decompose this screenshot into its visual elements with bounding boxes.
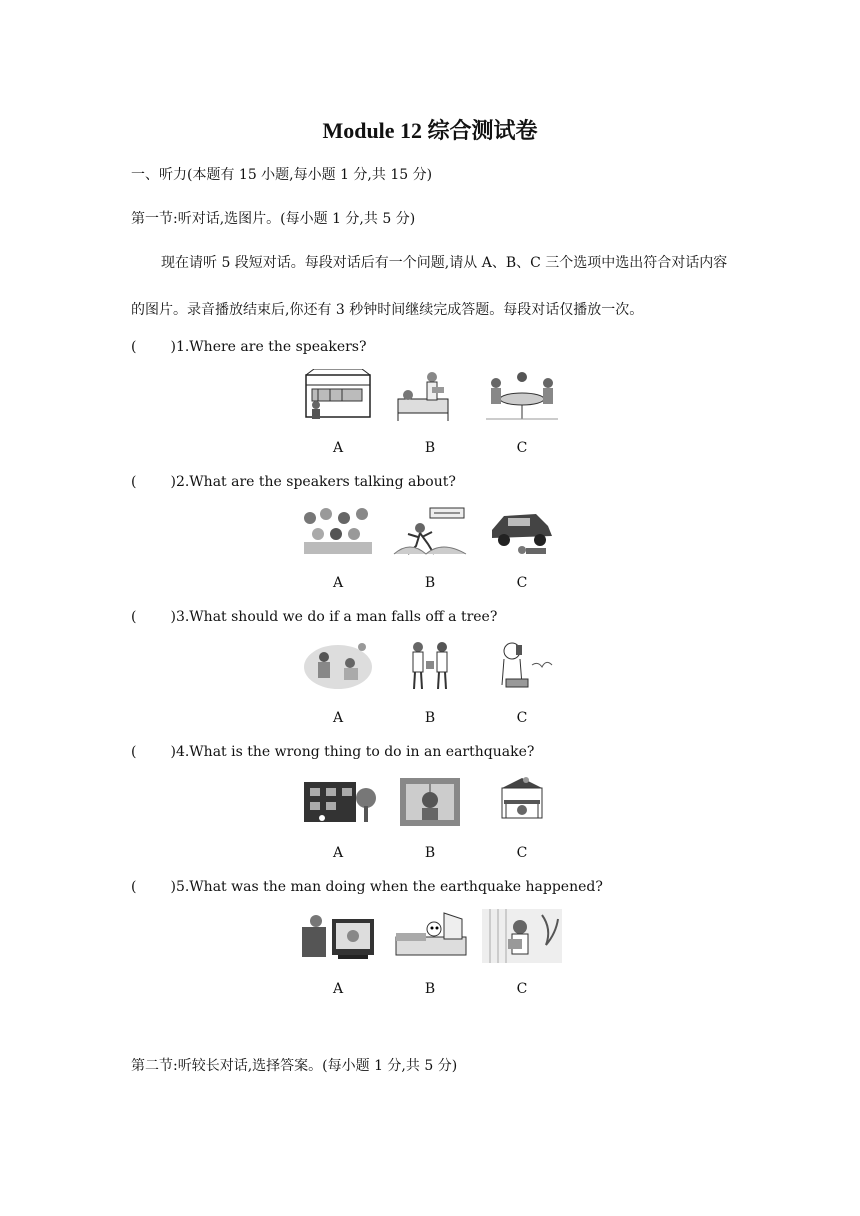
question-text: 2.What are the speakers talking about? [175, 474, 456, 490]
question-text: 5.What was the man doing when the earthquake happened? [175, 879, 603, 895]
question-text: 1.Where are the speakers? [175, 339, 367, 355]
question-1-images [298, 369, 568, 425]
question-2 [131, 474, 456, 490]
option-b-image-hospital [390, 369, 470, 423]
option-a-image-crowd [298, 504, 378, 558]
option-a-label: A [332, 710, 344, 726]
option-c-image-reading [482, 909, 562, 963]
option-a-label: A [332, 440, 344, 456]
part2-heading: 第二节:听较长对话,选择答案。(每小题 1 分,共 5 分) [131, 1058, 458, 1074]
answer-paren-close: ) [170, 879, 176, 895]
page-title: Module 12 综合测试卷 [322, 118, 538, 143]
option-c-image-restaurant [482, 369, 562, 423]
option-c-label: C [516, 440, 528, 456]
question-1 [131, 339, 367, 355]
option-c-label: C [516, 981, 528, 997]
answer-paren-open: ( [131, 744, 137, 760]
question-5 [131, 879, 603, 895]
answer-paren-close: ) [170, 744, 176, 760]
option-b-image-fire-exit [390, 504, 470, 558]
option-a-image-watching-tv [298, 909, 378, 963]
section-heading-listening: 一、听力(本题有 15 小题,每小题 1 分,共 15 分) [131, 167, 433, 183]
question-5-images [298, 909, 568, 965]
option-b-image-window [390, 774, 470, 828]
question-text: 4.What is the wrong thing to do in an earthquake? [175, 744, 535, 760]
answer-paren-open: ( [131, 474, 137, 490]
answer-paren-open: ( [131, 609, 137, 625]
option-a-label: A [332, 845, 344, 861]
option-b-image-two-people [390, 639, 470, 693]
answer-paren-close: ) [170, 474, 176, 490]
option-a-image-helping-injured [298, 639, 378, 693]
option-c-label: C [516, 845, 528, 861]
answer-paren-open: ( [131, 339, 137, 355]
question-4 [131, 744, 534, 760]
answer-paren-close: ) [170, 339, 176, 355]
answer-paren-open: ( [131, 879, 137, 895]
option-c-image-phone-call [482, 639, 562, 693]
part1-instructions: 现在请听 5 段短对话。每段对话后有一个问题,请从 A、B、C 三个选项中选出符合对话内容的图片。录音播放结束后,你还有 3 秒钟时间继续完成答题。每段对话仅播放一次。 [131, 255, 728, 318]
option-b-label: B [424, 981, 436, 997]
option-b-label: B [424, 710, 436, 726]
option-c-image-under-table [482, 774, 562, 828]
question-text: 3.What should we do if a man falls off a tree? [175, 609, 498, 625]
option-b-label: B [424, 440, 436, 456]
option-c-label: C [516, 710, 528, 726]
option-a-image-shop [298, 369, 378, 423]
question-3-images [298, 639, 568, 695]
option-b-image-sleeping [390, 909, 470, 963]
option-c-label: C [516, 575, 528, 591]
question-2-images [298, 504, 568, 560]
option-c-image-car-accident [482, 504, 562, 558]
question-4-images [298, 774, 568, 830]
answer-paren-close: ) [170, 609, 176, 625]
option-a-label: A [332, 575, 344, 591]
question-3 [131, 609, 497, 625]
option-a-image-building [298, 774, 378, 828]
option-b-label: B [424, 845, 436, 861]
option-a-label: A [332, 981, 344, 997]
option-b-label: B [424, 575, 436, 591]
part1-heading: 第一节:听对话,选图片。(每小题 1 分,共 5 分) [131, 211, 416, 227]
